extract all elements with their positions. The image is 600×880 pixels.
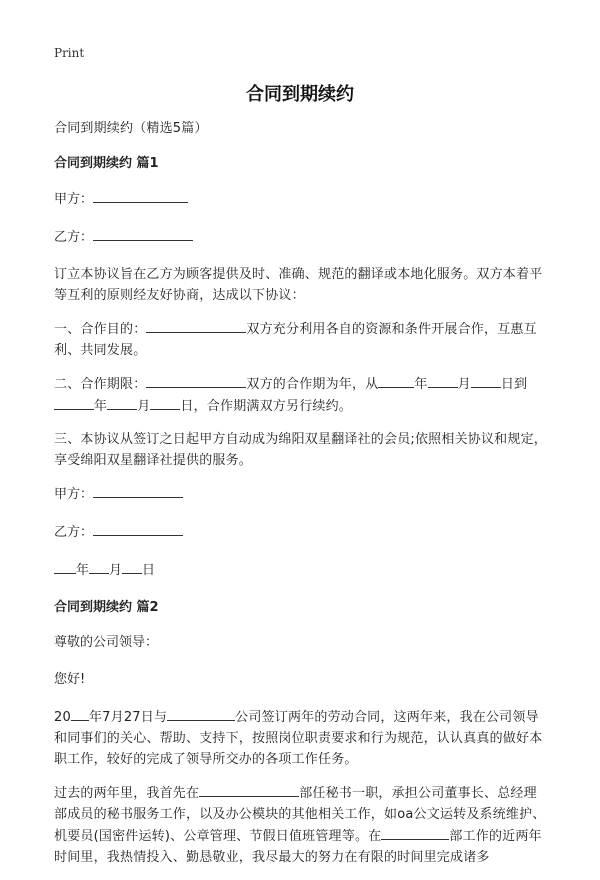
end-month-blank [107,395,137,410]
p2-dept-blank [199,782,299,797]
clause-2-mid: 双方的合作期为年，从 [246,377,379,392]
start-day-label: 日到 [500,377,528,392]
end-month-label: 月 [137,399,151,414]
page-title: 合同到期续约 [246,84,354,105]
clause-1-prefix: 一、合作目的： [54,322,147,337]
clause-1-blank [146,318,246,333]
sign-year-blank [54,559,76,574]
greeting: 尊敬的公司领导： [54,635,159,650]
p1-year-blank [71,706,89,721]
party-b-blank [93,226,193,241]
sign-day-blank [122,559,142,574]
p2-start: 过去的两年里，我首先在 [54,786,200,801]
sign-month-blank [89,559,109,574]
hello: 您好! [54,672,86,687]
document-subtitle: 合同到期续约（精选5篇） [54,121,208,136]
sign-b-blank [93,521,183,536]
sign-a-line [54,483,548,505]
section-heading-1: 合同到期续约 篇1 [54,156,159,171]
end-year-blank [54,395,94,410]
party-a-label: 甲方： [54,192,94,207]
clause-1-suffix: 双方充分利用各自的资源和条件开展合作，互惠互利、共同发展。 [54,322,537,358]
print-label: Print [54,46,85,60]
p1-company-blank [167,706,235,721]
clause-1 [54,318,548,361]
sign-b-line [54,521,548,543]
clause-2-prefix: 二、合作期限： [54,377,147,392]
sign-year-label: 年 [76,563,90,578]
end-day-blank [150,395,180,410]
party-a-blank [93,188,188,203]
section-heading-2: 合同到期续约 篇2 [54,600,159,615]
sign-day-label: 日 [142,563,156,578]
p2-end: 部工作的近两年时间里，我热情投入、勤恳敬业，我尽最大的努力在有限的时间里完成诸多 [54,829,542,865]
intro-paragraph: 订立本协议旨在乙方为顾客提供及时、准确、规范的翻译或本地化服务。双方本着平等互利的原则经友好协商，达成以下协议： [54,267,543,303]
p1-date: 年7月27日与 [88,710,168,725]
start-day-blank [471,373,501,388]
sign-a-label: 甲方： [54,487,94,502]
p1-body: 公司签订两年的劳动合同，这两年来，我在公司领导和同事们的关心、帮助、支持下，按照岗位职责要求和行为规范，认认真真的做好本职工作，较好的完成了领导所交办的各项工作任务。 [54,710,543,767]
start-month-blank [428,373,458,388]
sign-b-label: 乙方： [54,525,94,540]
p2-mid: 部任秘书一职，承担公司董事长、总经理部成员的秘书服务工作，以及办公模块的其他相关工作，如oa公文运转及系统维护、机要员(国密件运转)、公章管理、节假日值班管理等。在 [54,786,546,844]
sign-a-blank [93,483,183,498]
sign-month-label: 月 [109,563,123,578]
end-day-label: 日，合作期满双方另行续约。 [180,399,353,414]
paragraph-experience [54,782,548,868]
paragraph-contract [54,706,548,770]
clause-3: 三、本协议从签订之日起甲方自动成为绵阳双星翻译社的会员;依照相关协议和规定，享受绵阳双星翻译社提供的服务。 [54,432,547,468]
party-b-line [54,226,548,248]
p2-dept-blank-2 [381,825,449,840]
start-month-label: 月 [457,377,471,392]
clause-2 [54,373,548,417]
start-year-blank [378,373,414,388]
clause-2-blank [146,373,246,388]
end-year-label: 年 [94,399,108,414]
start-year-label: 年 [414,377,428,392]
party-a-line [54,188,548,210]
document-body [54,118,548,880]
sign-date-line [54,559,548,581]
party-b-label: 乙方： [54,230,94,245]
p1-year-prefix: 20 [54,710,71,725]
